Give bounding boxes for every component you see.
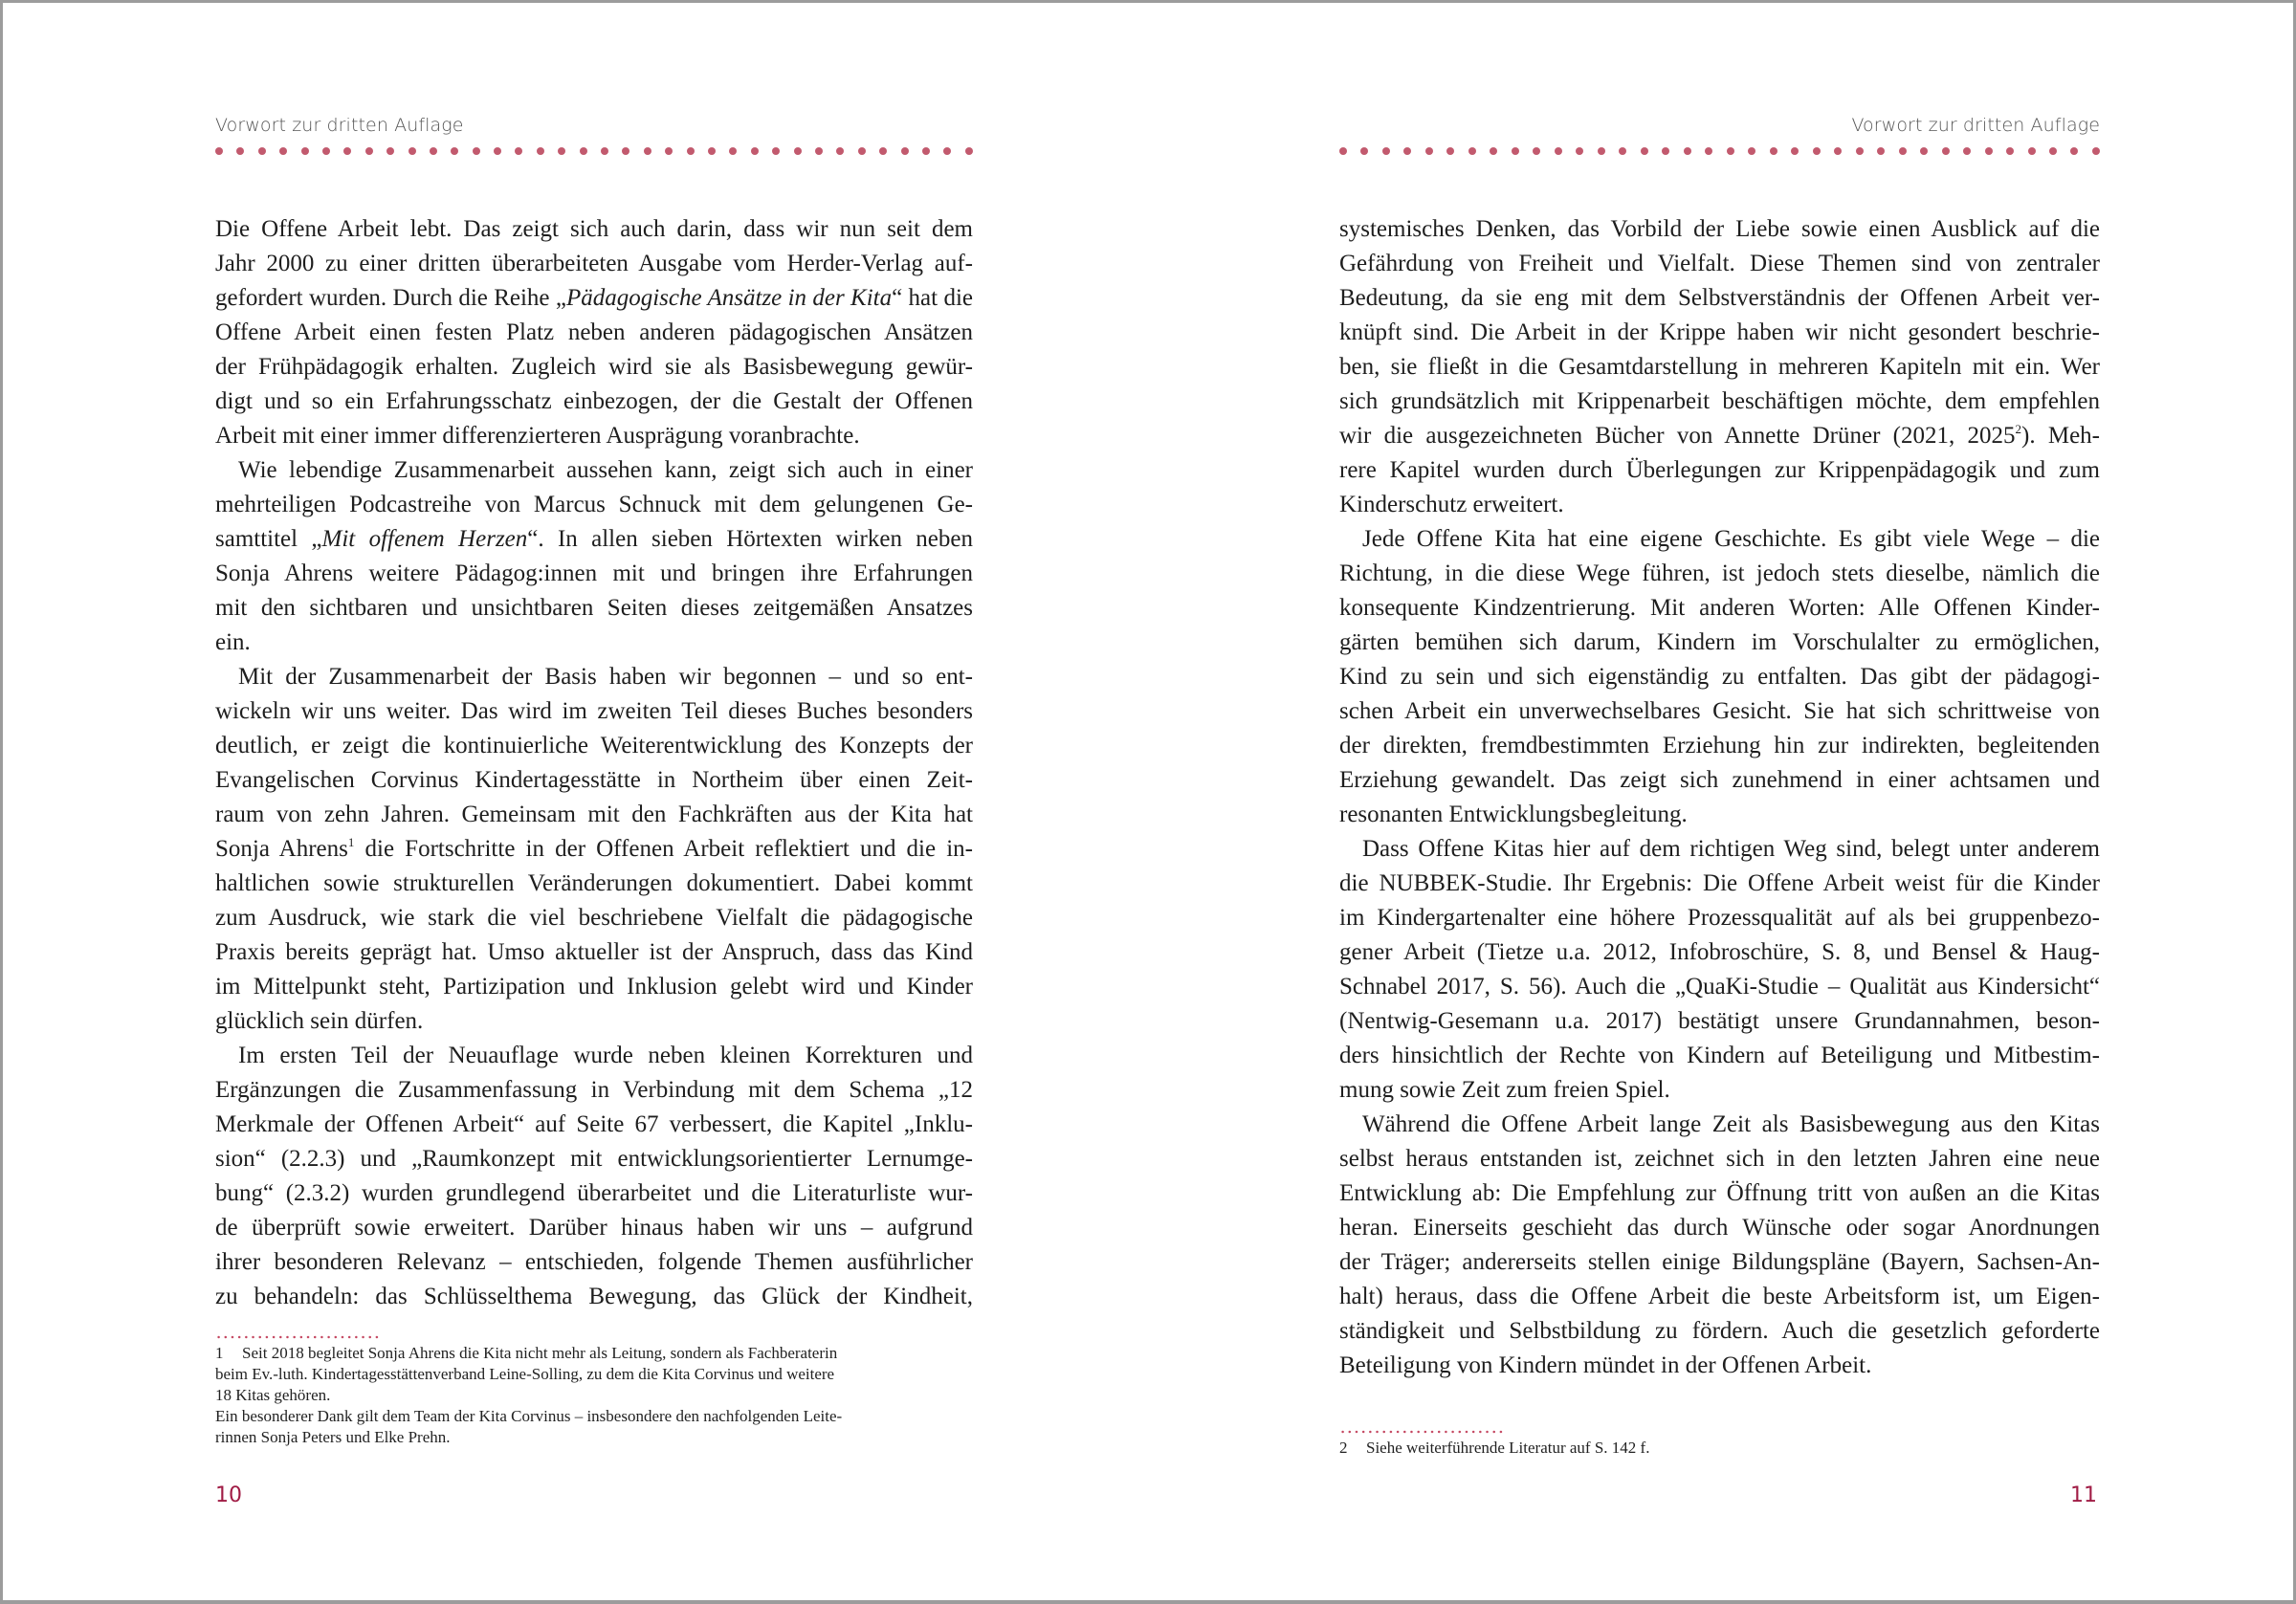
text-line: die NUBBEK-Studie. Ihr Ergebnis: Die Offene Arbeit weist für die Kinder (1339, 870, 2100, 896)
dot (965, 147, 973, 155)
dot (644, 147, 651, 155)
text-line: Dass Offene Kitas hier auf dem richtigen Weg sind, belegt unter anderem (1362, 836, 2100, 862)
footnote-marker: 1 (347, 835, 355, 849)
dot (601, 147, 608, 155)
dot (794, 147, 802, 155)
footnote-line: 18 Kitas gehören. (215, 1386, 331, 1404)
text-line: Gefährdung von Freiheit und Vielfalt. Diese Themen sind von zentraler (1339, 251, 2100, 276)
dot (1555, 147, 1562, 155)
text-line: wickeln wir uns weiter. Das wird im zweiten Teil dieses Buches besonders (215, 698, 973, 724)
text-line: Kinderschutz erweitert. (1339, 492, 1564, 517)
footnote-line: beim Ev.-luth. Kindertagesstättenverband Leine-Solling, zu dem die Kita Corvinus und weitere (215, 1365, 835, 1383)
dot (1468, 147, 1476, 155)
dot (258, 147, 266, 155)
text-line: Jahr 2000 zu einer dritten überarbeiteten Ausgabe vom Herder-Verlag auf- (215, 251, 973, 276)
dot (386, 147, 394, 155)
text-line: resonanten Entwicklungsbegleitung. (1339, 802, 1688, 827)
dot (343, 147, 351, 155)
dot (473, 147, 480, 155)
header-dot-rule (215, 145, 973, 157)
text-line: Entwicklung ab: Die Empfehlung zur Öffnung tritt von außen an die Kitas (1339, 1180, 2100, 1206)
text-line: der direkten, fremdbestimmten Erziehung hin zur indirekten, begleitenden (1339, 733, 2100, 758)
dot (1834, 147, 1842, 155)
dot (1877, 147, 1885, 155)
dot (1856, 147, 1864, 155)
text-line: der Frühpädagogik erhalten. Zugleich wird sie als Basisbewegung gewür- (215, 354, 973, 380)
text-line: gärten bemühen sich darum, Kindern im Vorschulalter zu ermöglichen, (1339, 629, 2100, 655)
text-line: glücklich sein dürfen. (215, 1008, 424, 1034)
text-line: Arbeit mit einer immer differenzierteren Ausprägung voranbrachte. (215, 423, 860, 449)
dot (2006, 147, 2014, 155)
dot (1770, 147, 1777, 155)
dot (815, 147, 823, 155)
footnotes (215, 1343, 971, 1448)
running-head: Vorwort zur dritten Auflage (1851, 115, 2100, 136)
dot (1382, 147, 1390, 155)
text-line: zum Ausdruck, wie stark die viel beschriebene Vielfalt die pädagogische (215, 905, 973, 931)
text-line: knüpft sind. Die Arbeit in der Krippe haben wir nicht gesondert beschrie- (1339, 319, 2100, 345)
text-line: Während die Offene Arbeit lange Zeit als Basisbewegung aus den Kitas (1362, 1111, 2100, 1137)
footnote-number: 2 (1339, 1439, 1348, 1457)
dot (1576, 147, 1583, 155)
text-line: ders hinsichtlich der Rechte von Kindern auf Beteiligung und Mitbestim- (1339, 1043, 2100, 1068)
dot (408, 147, 416, 155)
text-line: schen Arbeit ein unverwechselbares Gesicht. Sie hat sich schrittweise von (1339, 698, 2100, 724)
header-dot-rule (1339, 145, 2100, 157)
text-line: Richtung, in die diese Wege führen, ist jedoch stets dieselbe, nämlich die (1339, 560, 2100, 586)
paragraph (1339, 522, 2100, 832)
dot (1425, 147, 1433, 155)
dot (901, 147, 909, 155)
dot (708, 147, 716, 155)
dot (494, 147, 501, 155)
text-line: Merkmale der Offenen Arbeit“ auf Seite 67 verbessert, die Kapitel „Inklu- (215, 1111, 973, 1137)
dot (1791, 147, 1799, 155)
dot (2028, 147, 2036, 155)
dot (236, 147, 244, 155)
footnote-line: rinnen Sonja Peters und Elke Prehn. (215, 1428, 451, 1446)
footnote-number: 1 (215, 1344, 224, 1362)
running-head: Vorwort zur dritten Auflage (215, 115, 464, 136)
text-line: Mit der Zusammenarbeit der Basis haben wir begonnen – und so ent- (238, 664, 973, 690)
text-line: Praxis bereits geprägt hat. Umso aktueller ist der Anspruch, dass das Kind (215, 939, 973, 965)
text-line: de überprüft sowie erweitert. Darüber hinaus haben wir uns – aufgrund (215, 1215, 973, 1241)
text-line: mehrteiligen Podcastreihe von Marcus Schnuck mit dem gelungenen Ge- (215, 492, 973, 517)
text-line: Evangelischen Corvinus Kindertagesstätte in Northeim über einen Zeit- (215, 767, 973, 793)
dot (1641, 147, 1648, 155)
text-line: Schnabel 2017, S. 56). Auch die „QuaKi-Studie – Qualität aus Kindersicht“ (1339, 974, 2100, 1000)
right-page (1148, 0, 2296, 1604)
text-line: Jede Offene Kita hat eine eigene Geschichte. Es gibt viele Wege – die (1362, 526, 2100, 552)
text-line: sion“ (2.2.3) und „Raumkonzept mit entwicklungsorientierter Lernumge- (215, 1146, 973, 1172)
text-line: zu behandeln: das Schlüsselthema Bewegung, das Glück der Kindheit, (215, 1284, 973, 1309)
dot (1727, 147, 1734, 155)
paragraph (1339, 212, 2100, 522)
dot (665, 147, 673, 155)
text-line: bung“ (2.3.2) wurden grundlegend überarbeitet und die Literaturliste wur- (215, 1180, 973, 1206)
dot (836, 147, 844, 155)
text-line: im Mittelpunkt steht, Partizipation und Inklusion gelebt wird und Kinder (215, 974, 973, 1000)
dot (1985, 147, 1993, 155)
paragraph (1339, 832, 2100, 1108)
dot (2049, 147, 2057, 155)
dot (1662, 147, 1669, 155)
text-line: haltlichen sowie strukturellen Veränderungen dokumentiert. Dabei kommt (215, 870, 973, 896)
text-line: konsequente Kindzentrierung. Mit anderen Worten: Alle Offenen Kinder- (1339, 595, 2100, 621)
footnote-separator (1339, 1430, 1506, 1434)
text-line: Ergänzungen die Zusammenfassung in Verbindung mit dem Schema „12 (215, 1077, 973, 1103)
text-line: sich grundsätzlich mit Krippenarbeit beschäftigen möchte, dem empfehlen (1339, 388, 2100, 414)
text-line: heran. Einerseits geschieht das durch Wünsche oder sogar Anordnungen (1339, 1215, 2100, 1241)
dot (943, 147, 951, 155)
text-line: Erziehung gewandelt. Das zeigt sich zunehmend in einer achtsamen und (1339, 767, 2100, 793)
dot (537, 147, 544, 155)
dot (751, 147, 759, 155)
text-line: digt und so ein Erfahrungsschatz einbezogen, der die Gestalt der Offenen (215, 388, 973, 414)
text-line: systemisches Denken, das Vorbild der Liebe sowie einen Ausblick auf die (1339, 216, 2100, 242)
dot (922, 147, 930, 155)
dot (580, 147, 587, 155)
text-line: samttitel „Mit offenem Herzen“. In allen sieben Hörtexten wirken neben (215, 526, 973, 552)
dot (1512, 147, 1519, 155)
dot (1942, 147, 1950, 155)
dot (1705, 147, 1712, 155)
dot (2092, 147, 2100, 155)
dot (772, 147, 780, 155)
dot (515, 147, 522, 155)
dot (322, 147, 330, 155)
text-line: (Nentwig-Gesemann u.a. 2017) bestätigt unsere Grundannahmen, beson- (1339, 1008, 2100, 1034)
footnote-line: 1 Seit 2018 begleitet Sonja Ahrens die Kita nicht mehr als Leitung, sondern als Fachberaterin (215, 1344, 838, 1362)
dot (215, 147, 223, 155)
text-line: ein. (215, 629, 251, 655)
text-line: selbst heraus entstanden ist, zeichnet sich in den letzten Jahren eine neue (1339, 1146, 2100, 1172)
dot (1360, 147, 1368, 155)
paragraph (215, 212, 973, 453)
body-text (1339, 212, 2100, 1383)
dot (729, 147, 737, 155)
footnote-separator (215, 1335, 382, 1339)
footnote-line: 2 Siehe weiterführende Literatur auf S. 142 f. (1339, 1439, 1650, 1457)
footnote (1339, 1438, 2095, 1459)
dot (365, 147, 373, 155)
dot (1339, 147, 1347, 155)
text-line: deutlich, er zeigt die kontinuierliche Weiterentwicklung des Konzepts der (215, 733, 973, 758)
text-line: Sonja Ahrens$^1$ die Fortschritte in der Offenen Arbeit reflektiert und die in- (215, 835, 973, 862)
dot (1684, 147, 1691, 155)
text-line: halt) heraus, dass die Offene Arbeit die beste Arbeitsform ist, um Eigen- (1339, 1284, 2100, 1309)
dot (1899, 147, 1907, 155)
dot (1748, 147, 1755, 155)
dot (451, 147, 458, 155)
text-line: raum von zehn Jahren. Gemeinsam mit den Fachkräften aus der Kita hat (215, 802, 973, 827)
body-text (215, 212, 973, 1314)
footnote-line: Ein besonderer Dank gilt dem Team der Kita Corvinus – insbesondere den nachfolgenden Leite- (215, 1407, 843, 1425)
dot (301, 147, 309, 155)
text-line: gefordert wurden. Durch die Reihe „Pädagogische Ansätze in der Kita“ hat die (215, 285, 973, 311)
text-line: Bedeutung, da sie eng mit dem Selbstverständnis der Offenen Arbeit ver- (1339, 285, 2100, 311)
page-number: 11 (2070, 1483, 2097, 1507)
paragraph (1339, 1108, 2100, 1383)
dot (622, 147, 629, 155)
text-line: ständigkeit und Selbstbildung zu fördern. Auch die gesetzlich geforderte (1339, 1318, 2100, 1344)
text-line: Kind zu sein und sich eigenständig zu entfalten. Das gibt der pädagogi- (1339, 664, 2100, 690)
dot (858, 147, 866, 155)
dot (1598, 147, 1605, 155)
dot (1813, 147, 1821, 155)
dot (558, 147, 565, 155)
footnote-marker: 2 (2015, 422, 2022, 436)
dot (430, 147, 437, 155)
dot (1403, 147, 1411, 155)
dot (1619, 147, 1626, 155)
text-line: ihrer besonderen Relevanz – entschieden, folgende Themen ausführlicher (215, 1249, 973, 1275)
text-line: Beteiligung von Kindern mündet in der Offenen Arbeit. (1339, 1352, 1872, 1378)
text-line: ben, sie fließt in die Gesamtdarstellung in mehreren Kapiteln mit ein. Wer (1339, 354, 2100, 380)
dot (1920, 147, 1928, 155)
footnote (215, 1343, 971, 1448)
text-line: gener Arbeit (Tietze u.a. 2012, Infobroschüre, S. 8, und Bensel & Haug- (1339, 939, 2100, 965)
text-line: mit den sichtbaren und unsichtbaren Seiten dieses zeitgemäßen Ansatzes (215, 595, 973, 621)
text-line: rere Kapitel wurden durch Überlegungen zur Krippenpädagogik und zum (1339, 457, 2100, 483)
footnotes (1339, 1438, 2095, 1459)
text-line: Im ersten Teil der Neuauflage wurde neben kleinen Korrekturen und (238, 1043, 973, 1068)
dot (879, 147, 887, 155)
text-line: der Träger; andererseits stellen einige Bildungspläne (Bayern, Sachsen-An- (1339, 1249, 2100, 1275)
dot (1533, 147, 1540, 155)
paragraph (215, 453, 973, 660)
dot (687, 147, 695, 155)
text-line: Die Offene Arbeit lebt. Das zeigt sich auch darin, dass wir nun seit dem (215, 216, 973, 242)
text-line: Wie lebendige Zusammenarbeit aussehen kann, zeigt sich auch in einer (238, 457, 973, 483)
dot (2070, 147, 2078, 155)
dot (1446, 147, 1454, 155)
page-number: 10 (215, 1483, 242, 1507)
dot (1490, 147, 1497, 155)
text-line: im Kindergartenalter eine höhere Prozessqualität auf als bei gruppenbezo- (1339, 905, 2100, 931)
paragraph (215, 1039, 973, 1314)
text-line: wir die ausgezeichneten Bücher von Annette Drüner (2021, 2025$^2$). Meh- (1339, 422, 2100, 449)
dot (1963, 147, 1971, 155)
paragraph (215, 660, 973, 1039)
text-line: mung sowie Zeit zum freien Spiel. (1339, 1077, 1670, 1103)
text-line: Offene Arbeit einen festen Platz neben anderen pädagogischen Ansätzen (215, 319, 973, 345)
text-line: Sonja Ahrens weitere Pädagog:innen mit und bringen ihre Erfahrungen (215, 560, 973, 586)
dot (279, 147, 287, 155)
